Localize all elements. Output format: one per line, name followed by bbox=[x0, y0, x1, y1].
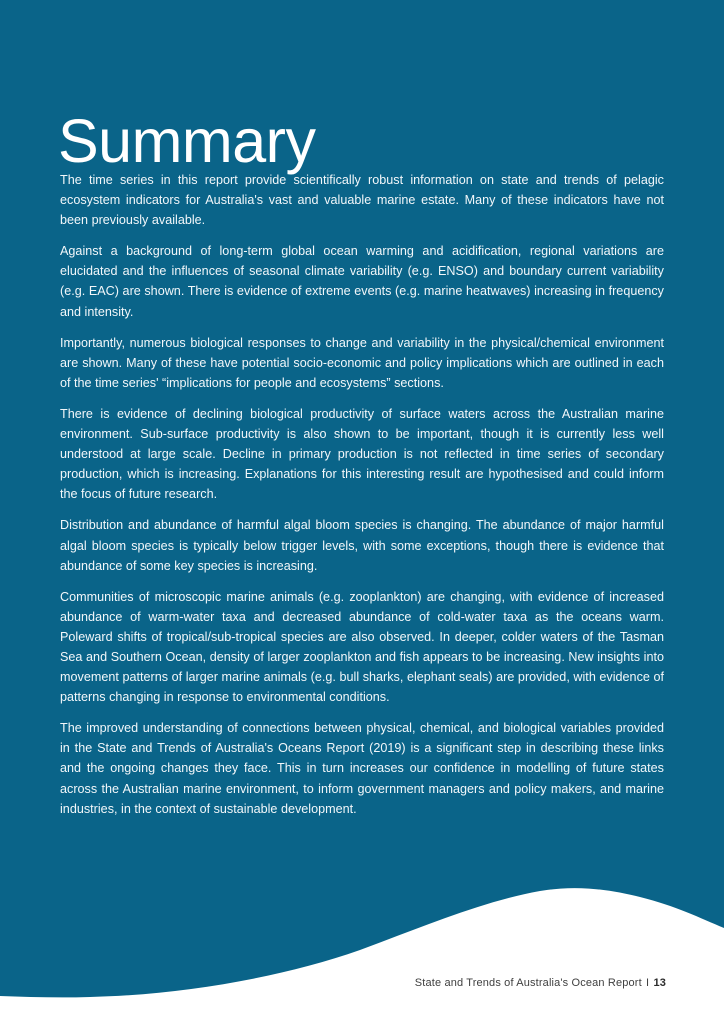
paragraph: Communities of microscopic marine animals (e.g. zooplankton) are changing, with evidence of increased abundance of warm-water taxa and decreased abundance of cold-water taxa as the oceans warm. Poleward shifts of tropical/sub-tropical species are also observed. In deeper, colder waters of the Tasman Sea and Southern Ocean, density of larger zooplankton and fish appears to be increasing. New insights into movement patterns of larger marine animals (e.g. bull sharks, elephant seals) are provided, with evidence of patterns changing in response to environmental conditions. bbox=[60, 589, 664, 705]
page-footer bbox=[415, 977, 666, 989]
paragraph: The improved understanding of connections between physical, chemical, and biological variables provided in the State and Trends of Australia's Oceans Report (2019) is a significant step in describing these links and the ongoing changes they face. This in turn increases our confidence in modelling of future states across the Australian marine environment, to inform government managers and policy makers, and marine industries, in the context of sustainable development. bbox=[60, 721, 664, 816]
footer-report-title: State and Trends of Australia's Ocean Report bbox=[414, 977, 642, 989]
paragraph: Distribution and abundance of harmful algal bloom species is changing. The abundance of major harmful algal bloom species is typically below trigger levels, with some exceptions, though there is evidence that abundance of some key species is increasing. bbox=[60, 518, 664, 573]
paragraph: Importantly, numerous biological responses to change and variability in the physical/chemical environment are shown. Many of these have potential socio-economic and policy implications which are outlined in each of the time series' “implications for people and ecosystems” sections. bbox=[60, 335, 664, 390]
paragraph: The time series in this report provide scientifically robust information on state and trends of pelagic ecosystem indicators for Australia's vast and valuable marine estate. Many of these indicators have not been previously available. bbox=[60, 173, 664, 228]
page-title: Summary bbox=[58, 106, 316, 175]
paragraph: There is evidence of declining biological productivity of surface waters across the Australian marine environment. Sub-surface productivity is also shown to be important, though it is currently less well understood at large scale. Decline in primary production is not reflected in time series of secondary production, which is increasing. Explanations for this interesting result are hypothesised and could inform the focus of future research. bbox=[60, 406, 664, 502]
summary-body-text bbox=[60, 170, 664, 819]
footer-separator: I bbox=[646, 977, 650, 989]
footer-page-number: 13 bbox=[653, 977, 666, 989]
paragraph: Against a background of long-term global ocean warming and acidification, regional variations are elucidated and the influences of seasonal climate variability (e.g. ENSO) and boundary current variability (e.g. EAC) are shown. There is evidence of extreme events (e.g. marine heatwaves) increasing in frequency and intensity. bbox=[60, 244, 664, 319]
